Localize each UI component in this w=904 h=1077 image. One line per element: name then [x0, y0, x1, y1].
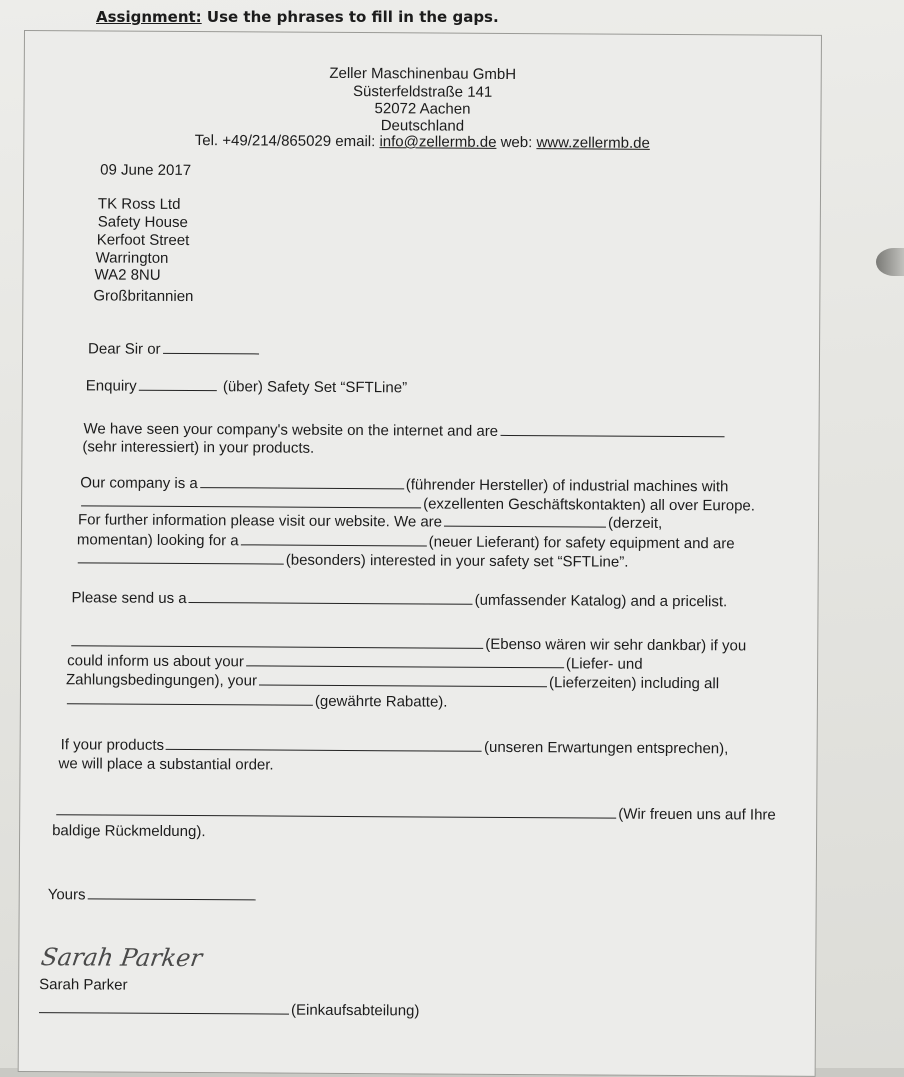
p2-text: For further information please visit our website. We are	[77, 511, 443, 531]
recipient-line: WA2 8NU	[94, 266, 161, 284]
p4-hint: (Liefer- und	[565, 655, 643, 673]
p4-hint: (Ebenso wären wir sehr dankbar) if you	[485, 635, 747, 655]
gap-blank	[166, 748, 482, 752]
binder-ring	[876, 248, 904, 276]
p4-hint: (Lieferzeiten) including all	[548, 674, 720, 693]
p2-text: Our company is a	[80, 474, 198, 493]
paragraph-line	[80, 474, 728, 495]
sender-country: Deutschland	[380, 117, 465, 135]
salutation	[88, 340, 261, 358]
p2-hint: (exzellenten Geschäftskontakten) all over Europe.	[423, 495, 756, 515]
gap-blank	[78, 561, 284, 564]
salutation-text: Dear Sir or	[88, 340, 161, 358]
sender-company: Zeller Maschinenbau GmbH	[329, 64, 517, 84]
web-label: web:	[496, 133, 537, 152]
paragraph-line: we will place a substantial order.	[58, 755, 274, 774]
gap-blank	[189, 601, 473, 605]
gap-blank	[88, 897, 256, 900]
paragraph-line: (sehr interessiert) in your products.	[82, 438, 315, 457]
closing	[48, 886, 258, 904]
paragraph-line	[61, 736, 729, 757]
closing-text: Yours	[47, 886, 86, 904]
p2-hint: (besonders) interested in your safety set “SFTLine”.	[285, 551, 629, 571]
department-line	[37, 1000, 420, 1019]
gap-blank	[67, 702, 313, 706]
subject-text: Enquiry	[85, 377, 137, 395]
gap-blank	[444, 525, 606, 528]
sender-contact	[24, 131, 820, 153]
paragraph-line	[66, 671, 719, 692]
sender-street: Süsterfeldstraße 141	[352, 83, 493, 101]
recipient-line: Safety House	[97, 213, 188, 232]
recipient-line: Kerfoot Street	[96, 231, 190, 250]
gap-blank	[139, 389, 217, 391]
handwritten-signature: Sarah Parker	[39, 943, 205, 973]
letter-sheet	[18, 30, 822, 1077]
contact-prefix: Tel. +49/214/865029 email:	[194, 132, 380, 151]
p1-text: We have seen your company's website on the internet and are	[83, 420, 499, 440]
gap-blank	[81, 504, 421, 508]
letter-date: 09 June 2017	[100, 161, 192, 180]
paragraph-line	[67, 652, 643, 673]
p2-text: momentan) looking for a	[76, 531, 239, 550]
signer-name: Sarah Parker	[39, 976, 128, 994]
gap-blank	[56, 813, 616, 818]
gap-blank	[241, 543, 427, 546]
p4-text: Zahlungsbedingungen), your	[65, 671, 258, 690]
gap-blank	[259, 683, 547, 687]
recipient-line: Großbritannien	[93, 287, 194, 306]
gap-blank	[200, 486, 404, 489]
paragraph-line	[77, 531, 735, 552]
gap-blank	[500, 434, 724, 437]
gap-blank	[246, 664, 564, 668]
p4-hint: (gewährte Rabatte).	[314, 692, 448, 711]
assignment-label: Assignment:	[96, 8, 202, 26]
gap-blank	[39, 1011, 289, 1015]
p2-hint: (führender Hersteller) of industrial machines with	[405, 476, 729, 496]
p6-hint: (Wir freuen uns auf Ihre	[618, 805, 776, 824]
paragraph-line	[69, 633, 746, 654]
subject-line	[86, 377, 407, 396]
paragraph-line	[71, 589, 727, 610]
subject-hint: (über) Safety Set “SFTLine”	[222, 378, 408, 397]
p2-hint: (neuer Lieferant) for safety equipment and are	[428, 533, 735, 553]
paragraph-line	[54, 802, 776, 823]
recipient-line: Warrington	[95, 249, 169, 267]
p5-hint: (unseren Erwartungen entsprechen),	[483, 738, 729, 758]
email-link[interactable]: info@zellermb.de	[379, 133, 497, 151]
gap-blank	[71, 644, 483, 649]
department-hint: (Einkaufsabteilung)	[290, 1001, 420, 1020]
p4-text: could inform us about your	[67, 652, 244, 671]
assignment-heading	[96, 8, 499, 26]
recipient-line: TK Ross Ltd	[97, 195, 181, 213]
p2-hint: (derzeit,	[607, 514, 663, 532]
p5-text: If your products	[60, 736, 165, 754]
paragraph-line	[65, 691, 448, 710]
sender-city: 52072 Aachen	[374, 100, 471, 118]
p3-hint: (umfassender Katalog) and a pricelist.	[474, 591, 728, 611]
paragraph-line	[76, 550, 629, 570]
paragraph-line: baldige Rückmeldung).	[52, 822, 206, 841]
paragraph-line	[78, 511, 662, 532]
gap-blank	[163, 352, 259, 355]
web-link[interactable]: www.zellermb.de	[536, 134, 650, 152]
p3-text: Please send us a	[71, 589, 187, 608]
assignment-text: Use the phrases to fill in the gaps.	[201, 8, 499, 26]
